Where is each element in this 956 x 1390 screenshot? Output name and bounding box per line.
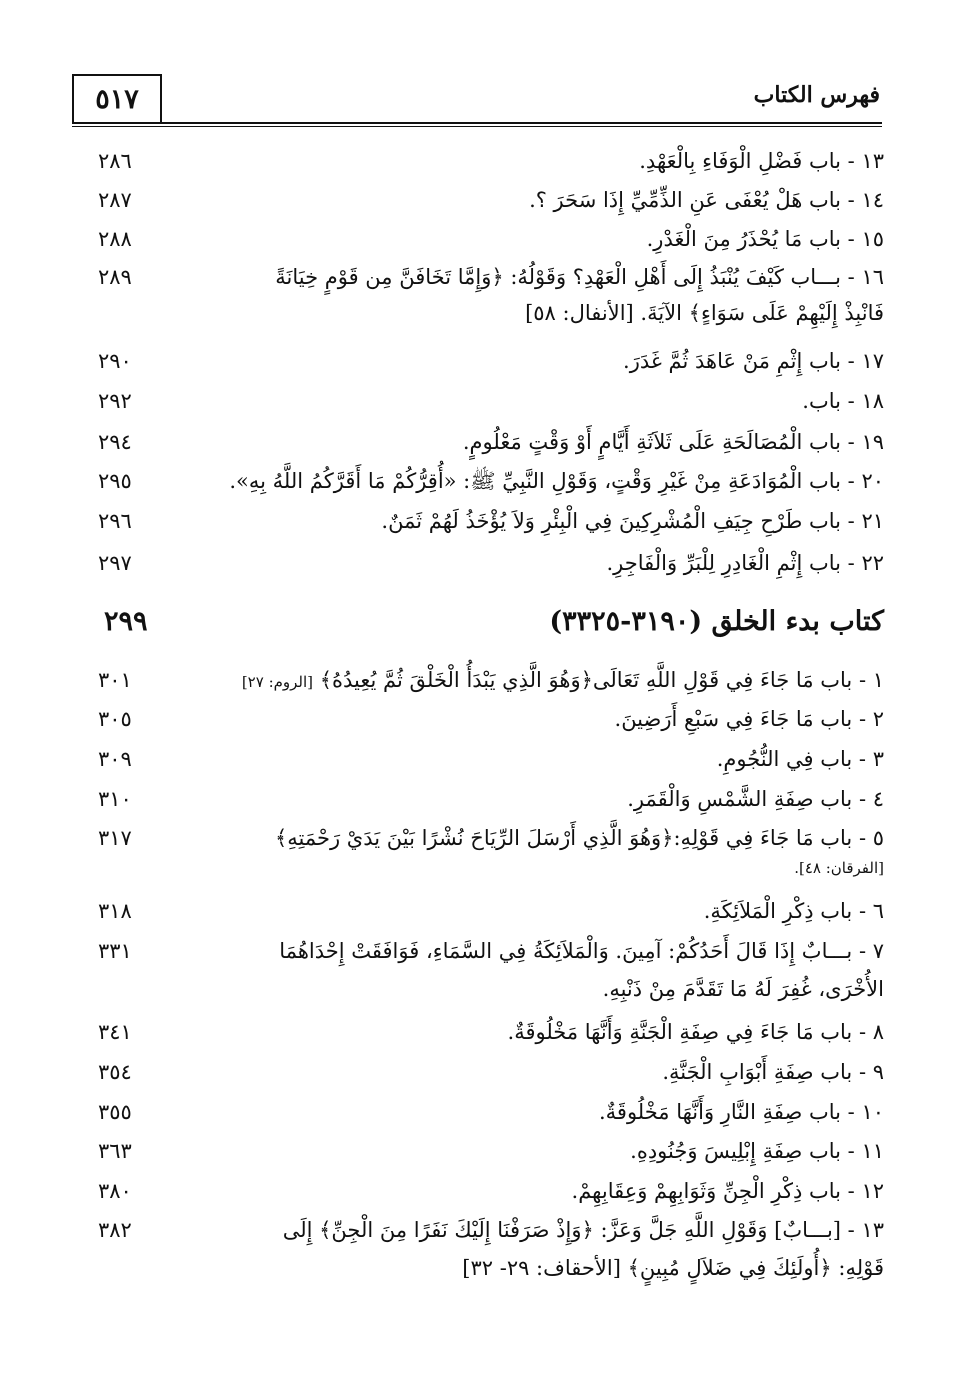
entry-page: ٣٠٩ xyxy=(98,747,132,771)
entry-main-text: ١ - باب مَا جَاءَ فِي قَوْلِ اللَّهِ تَعَالَى﴿وَهُوَ الَّذِي يَبْدَأُ الْخَلْقَ ثُمَّ يُعِيدُهُ﴾ xyxy=(319,668,884,692)
entry-text: ٥ - باب مَا جَاءَ فِي قَوْلِهِ:﴿وَهُوَ الَّذِي أَرْسَلَ الرِّيَاحَ نُشْرًا بَيْنَ يَدَيْ رَحْمَتِهِ﴾ xyxy=(274,826,884,850)
entry-text: ١٢ - باب ذِكْرِ الْجِنِّ وَثَوَابِهِمْ وَعِقَابِهِمْ. xyxy=(571,1179,884,1203)
entry-text: ١٨ - باب. xyxy=(802,389,884,413)
entry-text: ١٣ - باب فَضْلِ الْوَفَاءِ بِالْعَهْدِ. xyxy=(639,149,884,173)
entry-text: ٨ - باب مَا جَاءَ فِي صِفَةِ الْجَنَّةِ وَأَنَّهَا مَخْلُوقَةٌ. xyxy=(507,1020,884,1044)
entry-page: ٢٩٢ xyxy=(98,389,132,413)
section-heading xyxy=(98,606,884,650)
entry-page: ٣٣١ xyxy=(98,939,132,963)
running-title: فهرس الكتاب xyxy=(753,82,880,108)
entry-text: ٣ - باب فِي النُّجُومِ. xyxy=(716,747,884,771)
entry-text-continued: قَوْلِهِ: ﴿أُولَئِكَ فِي ضَلاَلٍ مُبِينٍ﴾ [الأحقاف: ٢٩- ٣٢] xyxy=(462,1256,884,1280)
entry-citation: [الروم: ٢٧] xyxy=(241,673,314,691)
entry-text: ٧ - بـــابٌ إِذَا قَالَ أَحَدُكُمْ: آمِينَ. وَالْمَلاَئِكَةُ فِي السَّمَاءِ، فَوَافَقَتْ إِحْدَاهُمَا xyxy=(279,939,884,963)
entry-text: ٦ - باب ذِكْرِ الْمَلاَئِكَةِ. xyxy=(703,899,884,923)
section-title: كتاب بدء الخلق (٣١٩٠-٣٣٢٥) xyxy=(549,606,884,637)
entry-text-continued: الأُخْرَى، غُفِرَ لَهُ مَا تَقَدَّمَ مِنْ ذَنْبِهِ. xyxy=(602,977,884,1001)
entry-text xyxy=(242,662,884,700)
entry-text: ١٠ - باب صِفَةِ النَّارِ وَأَنَّهَا مَخْلُوقَةٌ. xyxy=(598,1100,884,1124)
entry-page: ٢٩٥ xyxy=(98,469,132,493)
page-header xyxy=(72,74,882,126)
entry-page: ٢٨٨ xyxy=(98,227,132,251)
entry-page: ٣٠٥ xyxy=(98,707,132,731)
entry-text: ١٥ - باب مَا يُحْذَرُ مِنَ الْغَدْرِ. xyxy=(646,227,884,251)
entry-page: ٣٤١ xyxy=(98,1020,132,1044)
page-number-box xyxy=(72,74,162,122)
entry-page: ٣١٨ xyxy=(98,899,132,923)
entry-page: ٢٩٤ xyxy=(98,430,132,454)
entry-text: ٤ - باب صِفَةِ الشَّمْسِ وَالْقَمَرِ. xyxy=(627,787,884,811)
entry-citation: [الفرقان: ٤٨]. xyxy=(794,859,884,877)
entry-page: ٣٥٥ xyxy=(98,1100,132,1124)
entry-page: ٣٨٢ xyxy=(98,1218,132,1242)
entry-text: ٩ - باب صِفَةِ أَبْوَابِ الْجَنَّةِ. xyxy=(662,1060,884,1084)
section-page: ٢٩٩ xyxy=(104,606,148,637)
entry-page: ٣٨٠ xyxy=(98,1179,132,1203)
entry-text: ١١ - باب صِفَةِ إِبْلِيسَ وَجُنُودِهِ. xyxy=(630,1139,884,1163)
entry-page: ٣٥٤ xyxy=(98,1060,132,1084)
entry-text: ٢٠ - باب الْمُوَادَعَةِ مِنْ غَيْرِ وَقْتٍ، وَقَوْلِ النَّبِيِّ ﷺ: «أُقِرُّكُمْ مَا أَقَرَّكُمُ اللَّهُ بِهِ». xyxy=(229,469,884,493)
entry-page: ٢٩٧ xyxy=(98,551,132,575)
entry-page: ٣٠١ xyxy=(98,668,132,692)
entry-page: ٢٩٦ xyxy=(98,509,132,533)
entry-text: ١٤ - باب هَلْ يُعْفَى عَنِ الذِّمِّيِّ إِذَا سَحَرَ ؟. xyxy=(529,188,884,212)
entry-text: ١٧ - باب إِثْمِ مَنْ عَاهَدَ ثُمَّ غَدَرَ. xyxy=(623,349,884,373)
entry-text: ٢٢ - باب إِثْمِ الْغَادِرِ لِلْبَرِّ وَالْفَاجِرِ. xyxy=(606,551,884,575)
entry-text: ٢١ - باب طَرْحِ جِيَفِ الْمُشْرِكِينَ فِي الْبِئْرِ وَلاَ يُؤْخَذُ لَهُمْ ثَمَنٌ. xyxy=(381,509,884,533)
entry-page: ٣١٠ xyxy=(98,787,132,811)
entry-text: ٢ - باب مَا جَاءَ فِي سَبْعِ أَرَضِينَ. xyxy=(614,707,884,731)
header-rule xyxy=(72,122,882,127)
page-number: ٥١٧ xyxy=(95,83,139,115)
entry-text: ١٩ - باب الْمُصَالَحَةِ عَلَى ثَلاَثَةِ أَيَّامٍ أَوْ وَقْتٍ مَعْلُومٍ. xyxy=(462,430,884,454)
entry-page: ٢٨٧ xyxy=(98,188,132,212)
entry-text: ١٣ - [بـــابٌ] وَقَوْلِ اللَّهِ جَلَّ وَعَزَّ: ﴿وَإِذْ صَرَفْنَا إِلَيْكَ نَفَرًا مِنَ الْجِنِّ﴾ إِلَى xyxy=(282,1218,884,1242)
entry-page: ٣٦٣ xyxy=(98,1139,132,1163)
entry-page: ٣١٧ xyxy=(98,826,132,850)
entry-page: ٢٨٦ xyxy=(98,149,132,173)
entry-text: ١٦ - بـــاب كَيْفَ يُنْبَذُ إِلَى أَهْلِ الْعَهْدِ؟ وَقَوْلُهُ: ﴿وَإِمَّا تَخَافَنَّ مِن قَوْمٍ خِيَانَةً xyxy=(275,265,884,289)
entry-page: ٢٩٠ xyxy=(98,349,132,373)
entry-text-continued: فَانْبِذْ إِلَيْهِمْ عَلَى سَوَاءٍ﴾ الآيَةَ. [الأنفال: ٥٨] xyxy=(525,301,884,325)
entry-page: ٢٨٩ xyxy=(98,265,132,289)
